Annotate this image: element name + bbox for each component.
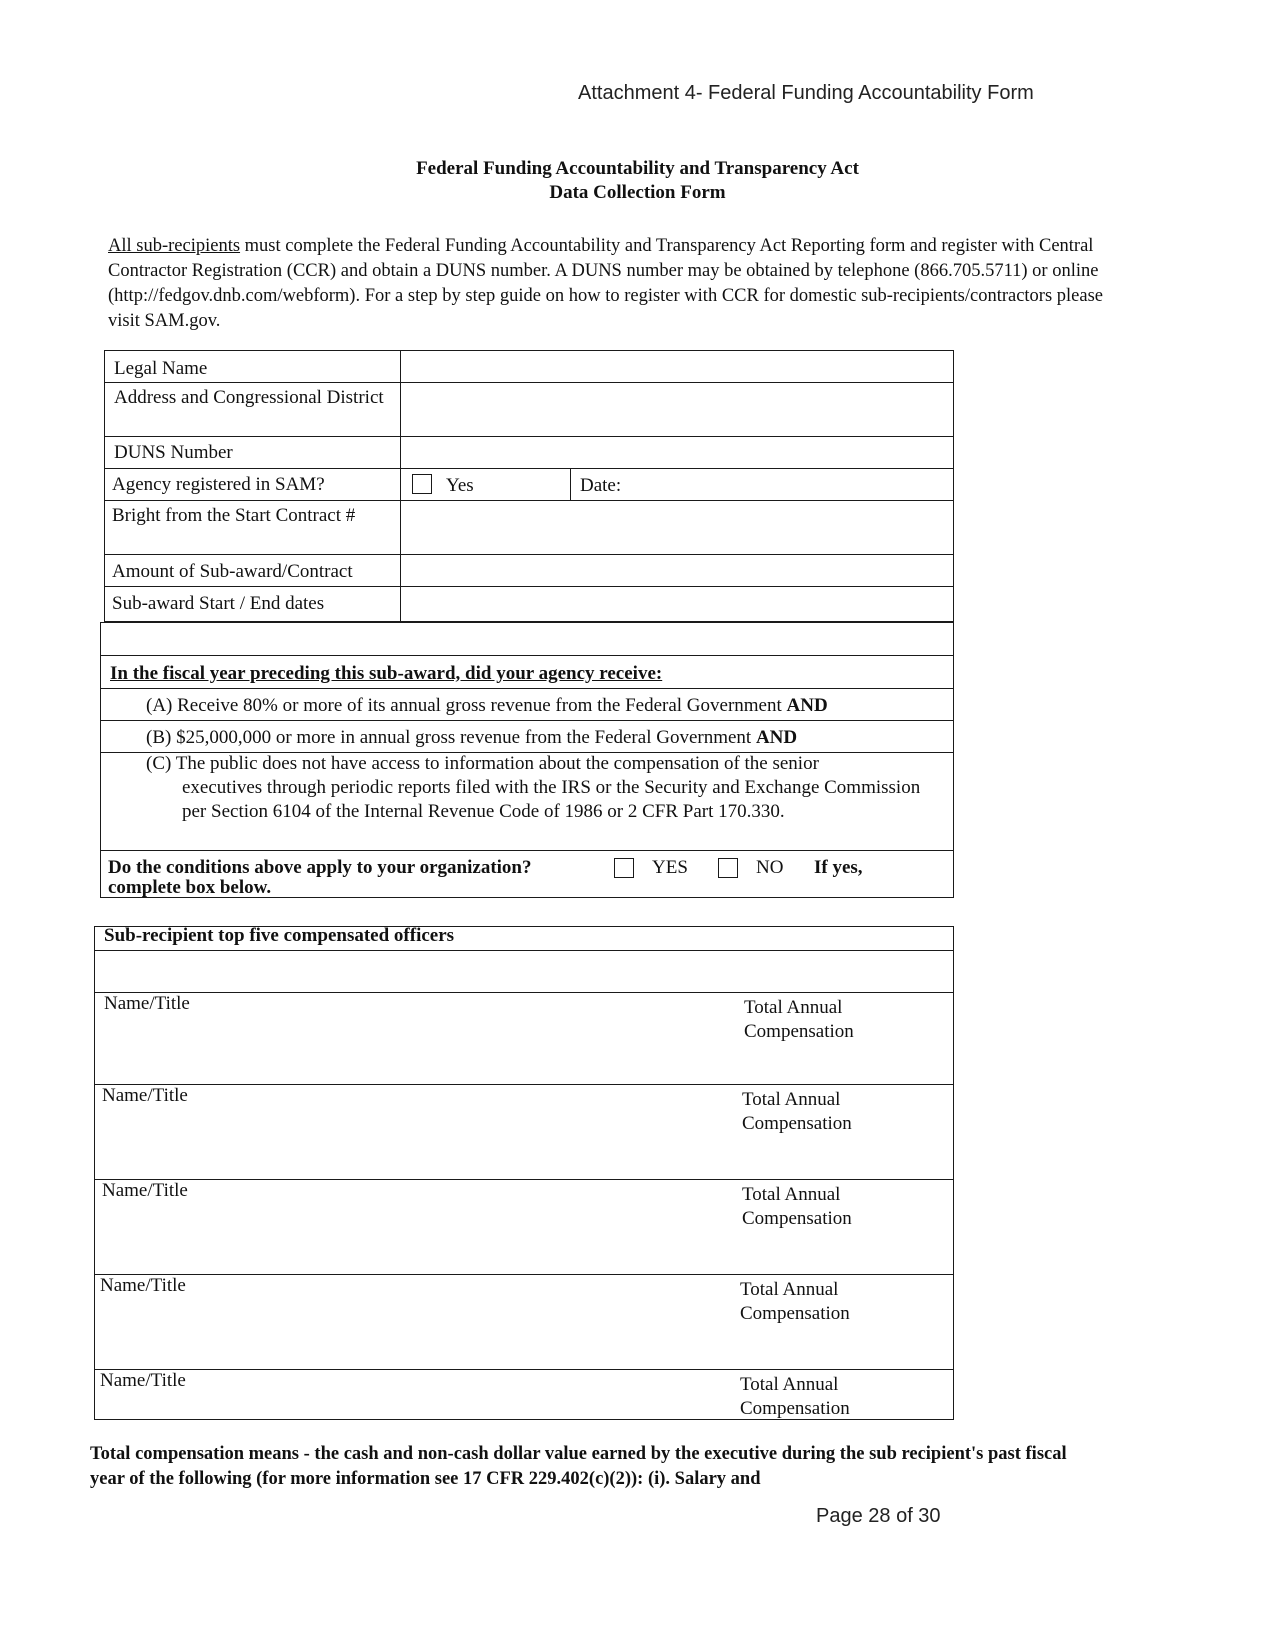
officer-name-label: Name/Title — [100, 1275, 186, 1296]
info-table-divider — [400, 350, 401, 622]
officer-comp-label: Compensation — [744, 1021, 854, 1042]
page-number: Page 28 of 30 — [816, 1505, 941, 1527]
condition-c-rest: executives through periodic reports filed with the IRS or the Security and Exchange Commission per Section 6104 of the Internal Revenue Code of 1986 or 2 CFR Part 170.330. — [182, 777, 921, 822]
address-label: Address and Congressional District — [114, 387, 384, 408]
conditions-heading: In the fiscal year preceding this sub-award, did your agency receive: — [110, 663, 663, 684]
officer-comp-label: Compensation — [740, 1303, 850, 1324]
intro-underlined: All sub-recipients — [108, 236, 241, 256]
dates-field[interactable] — [403, 588, 951, 618]
contract-field[interactable] — [403, 502, 951, 552]
condition-b: (B) $25,000,000 or more in annual gross revenue from the Federal Government AND — [146, 727, 798, 748]
officer-comp-label: Compensation — [742, 1208, 852, 1229]
dates-label: Sub-award Start / End dates — [112, 593, 325, 614]
conditions-no-checkbox[interactable] — [718, 858, 738, 878]
address-field[interactable] — [403, 384, 951, 434]
form-subtitle: Data Collection Form — [549, 182, 726, 203]
officers-heading: Sub-recipient top five compensated officers — [104, 925, 455, 946]
contract-label: Bright from the Start Contract # — [112, 505, 356, 526]
officer-name-label: Name/Title — [100, 1370, 186, 1391]
conditions-yes-label: YES — [652, 857, 688, 878]
total-compensation-note: Total compensation means - the cash and non-cash dollar value earned by the executive during the sub recipient's past fiscal year of the following (for more information see 17 CFR 229.402(c)(2)): (i). Salary and — [90, 1444, 1067, 1489]
officer-name-label: Name/Title — [102, 1180, 188, 1201]
legal-name-label: Legal Name — [114, 358, 208, 379]
duns-label: DUNS Number — [114, 442, 233, 463]
officer-comp-label: Compensation — [742, 1113, 852, 1134]
officer-comp-label: Total Annual — [742, 1089, 841, 1110]
conditions-yes-checkbox[interactable] — [614, 858, 634, 878]
officer-name-label: Name/Title — [102, 1085, 188, 1106]
condition-c-lead: (C) The public does not have access to information about the compensation of the senior — [146, 753, 819, 774]
sam-date-label: Date: — [580, 475, 622, 496]
legal-name-field[interactable] — [403, 352, 951, 380]
officer-name-label: Name/Title — [104, 993, 190, 1014]
sam-date-field[interactable] — [640, 470, 950, 498]
intro-text: must complete the Federal Funding Accountability and Transparency Act Reporting form and register with Central Contractor Registration (CCR) and obtain a DUNS number. A DUNS number may be obtained by telephone (866.705.5711) or online (http://fedgov.dnb.com/webform). For a step by step guide on how to register with CCR for domestic sub-recipients/contractors please visit SAM.gov. — [108, 236, 1104, 331]
intro-paragraph — [108, 234, 1128, 334]
sam-yes-checkbox[interactable] — [412, 474, 432, 494]
sam-yes-label: Yes — [446, 475, 474, 496]
condition-a: (A) Receive 80% or more of its annual gross revenue from the Federal Government AND — [146, 695, 828, 716]
officer-comp-label: Total Annual — [744, 997, 843, 1018]
duns-field[interactable] — [403, 438, 951, 466]
conditions-no-label: NO — [756, 857, 784, 878]
conditions-question: Do the conditions above apply to your organization? — [108, 857, 532, 878]
amount-label: Amount of Sub-award/Contract — [112, 561, 353, 582]
conditions-complete: complete box below. — [108, 877, 272, 898]
officer-comp-label: Total Annual — [742, 1184, 841, 1205]
attachment-header: Attachment 4- Federal Funding Accountability Form — [578, 82, 1034, 104]
amount-field[interactable] — [403, 556, 951, 584]
officer-comp-label: Compensation — [740, 1398, 850, 1419]
form-title: Federal Funding Accountability and Transparency Act — [416, 158, 859, 179]
officer-comp-label: Total Annual — [740, 1374, 839, 1395]
officer-comp-label: Total Annual — [740, 1279, 839, 1300]
sam-label: Agency registered in SAM? — [112, 474, 325, 495]
conditions-if-yes: If yes, — [814, 857, 863, 878]
